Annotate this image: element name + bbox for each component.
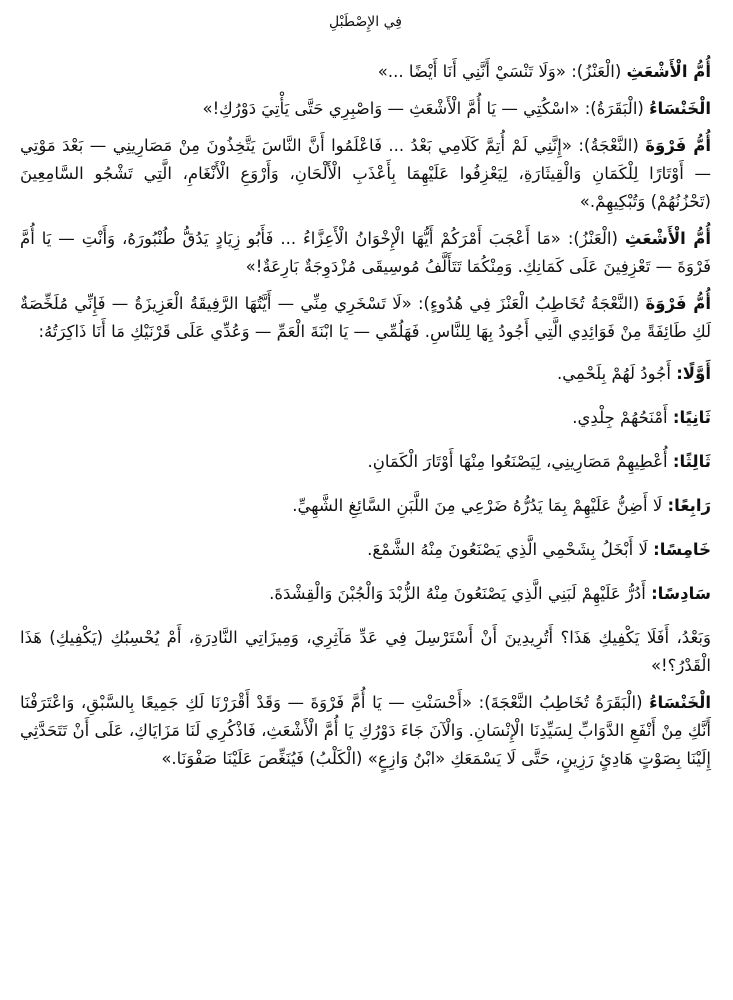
ordinal-label: سَادِسًا: — [651, 584, 711, 603]
benefit-item-5 — [20, 536, 711, 564]
ordinal-label: خَامِسًا: — [653, 540, 711, 559]
dialogue-paragraph-5 — [20, 290, 711, 346]
benefit-text: أَمْنَحُهُمْ جِلْدِي. — [572, 408, 673, 427]
benefit-item-6 — [20, 580, 711, 608]
dialogue-paragraph-2 — [20, 95, 711, 123]
benefit-item-4 — [20, 492, 711, 520]
benefit-text: لَا أَبْخَلُ بِشَحْمِي الَّذِي يَصْنَعُونَ مِنْهُ الشَّمْعَ. — [367, 540, 654, 559]
ordinal-label: أَوَّلًا: — [676, 364, 711, 383]
speaker-name: أُمُّ الْأَشْعَثِ — [626, 62, 711, 81]
final-dialogue-paragraph — [20, 689, 711, 773]
benefit-item-3 — [20, 448, 711, 476]
speaker-name: أُمُّ فَرْوَةَ — [645, 294, 711, 313]
benefit-item-2 — [20, 404, 711, 432]
dialogue-text: (الْبَقَرَةُ تُخَاطِبُ النَّعْجَةَ): «أَحْسَنْتِ — يَا أُمَّ فَرْوَةَ — وَقَدْ أَقْرَرْنَا لَكِ جَمِيعًا بِالسَّبْقِ، وَاعْتَرَفْنَا أَنَّكِ مِنْ أَنْفَعِ الدَّوَابِّ لِسَيِّدِنَا الْإِنْسَانِ. وَالْآنَ جَاءَ دَوْرُكِ يَا أُمَّ الْأَشْعَثِ، فَاذْكُرِي لَنَا مَزَايَاكِ، عَلَى أَنْ تَتَحَدَّثِي إِلَيْنَا بِصَوْتٍ هَادِئٍ رَزِينٍ، حَتَّى لَا يَسْمَعَكِ «ابْنُ وَازِعٍ» (الْكَلْبُ) فَيُنَغِّصَ عَلَيْنَا صَفْوَنَا.» — [20, 693, 711, 768]
speaker-name: الْخَنْسَاءُ — [649, 99, 711, 118]
dialogue-text: (الْعَنْزُ): «مَا أَعْجَبَ أَمْرَكُمْ أَيُّهَا الْإِخْوَانُ الْأَعِزَّاءُ ... فَأَبُو زِيَادٍ يَدُقُّ طُنْبُورَهُ، وَأَنْتِ — يَا أُمَّ فَرْوَةَ — تَعْزِفِينَ عَلَى كَمَانِكِ. وَمِنْكُمَا تَتَأَلَّفُ مُوسِيقَى مُزْدَوِجَةٌ بَارِعَةٌ!» — [20, 229, 711, 276]
benefit-text: لَا أَضِنُّ عَلَيْهِمْ بِمَا يَدُرُّهُ ضَرْعِي مِنَ اللَّبَنِ السَّائِغِ الشَّهِيِّ. — [292, 496, 668, 515]
dialogue-text: (النَّعْجَةُ): «إِنَّنِي لَمْ أُتِمَّ كَلَامِي بَعْدُ ... فَاعْلَمُوا أَنَّ النَّاسَ يَتَّخِذُونَ مِنْ مَصَارِينِي — بَعْدَ مَوْتِي — أَوْتَارًا لِلْكَمَانِ وَالْقِيثَارَةِ، لِيَعْزِفُوا عَلَيْهِمَا بِأَعْذَبِ الْأَلْحَانِ، وَأَرْوَعِ الْأَنْغَامِ، الَّتِي تَشْجُو السَّامِعِينَ (تَحْزُنُهُمْ) وَتُبْكِيهِمْ.» — [20, 136, 711, 211]
dialogue-paragraph-4 — [20, 225, 711, 281]
speaker-name: أُمُّ الْأَشْعَثِ — [624, 229, 711, 248]
dialogue-paragraph-1 — [20, 58, 711, 86]
closing-paragraph: وَبَعْدُ، أَفَلَا يَكْفِيكِ هَذَا؟ أَتُرِيدِينَ أَنْ أَسْتَرْسِلَ فِي عَدِّ مَآثِرِي، وَمِيزَاتِي النَّادِرَةِ، أَمْ يُحْسِبُكِ (يَكْفِيكِ) هَذَا الْقَدْرُ؟!» — [20, 628, 711, 675]
ordinal-label: ثَانِيًا: — [672, 408, 711, 427]
benefit-text: أُعْطِيهِمْ مَصَارِينِي، لِيَصْنَعُوا مِنْهَا أَوْتَارَ الْكَمَانِ. — [367, 452, 673, 471]
dialogue-text: (الْبَقَرَةُ): «اسْكُتِي — يَا أُمَّ الْأَشْعَثِ — وَاصْبِرِي حَتَّى يَأْتِيَ دَوْرُكِ!» — [202, 99, 650, 118]
running-title: فِي الإِصْطَبْلِ — [329, 14, 402, 30]
ordinal-label: ثَالِثًا: — [672, 452, 711, 471]
benefit-text: أَجُودُ لَهُمْ بِلَحْمِي. — [556, 364, 677, 383]
dialogue-paragraph-3 — [20, 132, 711, 216]
dialogue-text: (النَّعْجَةُ تُخَاطِبُ الْعَنْزَ فِي هُدُوءٍ): «لَا تَسْخَرِي مِنِّي — أَيَّتُهَا الرَّفِيقَةُ الْعَزِيزَةُ — فَإِنِّي مُلَخِّصَةٌ لَكِ طَائِفَةً مِنْ فَوَائِدِي الَّتِي أَجُودُ بِهَا لِلنَّاسِ. فَهَلُمِّي — يَا ابْنَةَ الْعَمِّ — وَعُدِّي عَلَى قَرْنَيْكِ مَا أَنَا ذَاكِرَتُهُ: — [20, 294, 711, 341]
ordinal-label: رَابِعًا: — [667, 496, 711, 515]
speaker-name: أُمُّ فَرْوَةَ — [645, 136, 711, 155]
speaker-name: الْخَنْسَاءُ — [649, 693, 711, 712]
benefit-text: أَدُرُّ عَلَيْهِمْ لَبَنِي الَّذِي يَصْنَعُونَ مِنْهُ الزُّبْدَ وَالْجُبْنَ وَالْقِشْدَةَ. — [269, 584, 652, 603]
dialogue-text: (الْعَنْزُ): «وَلَا تَنْسَيْ أَنَّنِي أَنَا أَيْضًا ...» — [377, 62, 627, 81]
benefit-item-1 — [20, 360, 711, 388]
